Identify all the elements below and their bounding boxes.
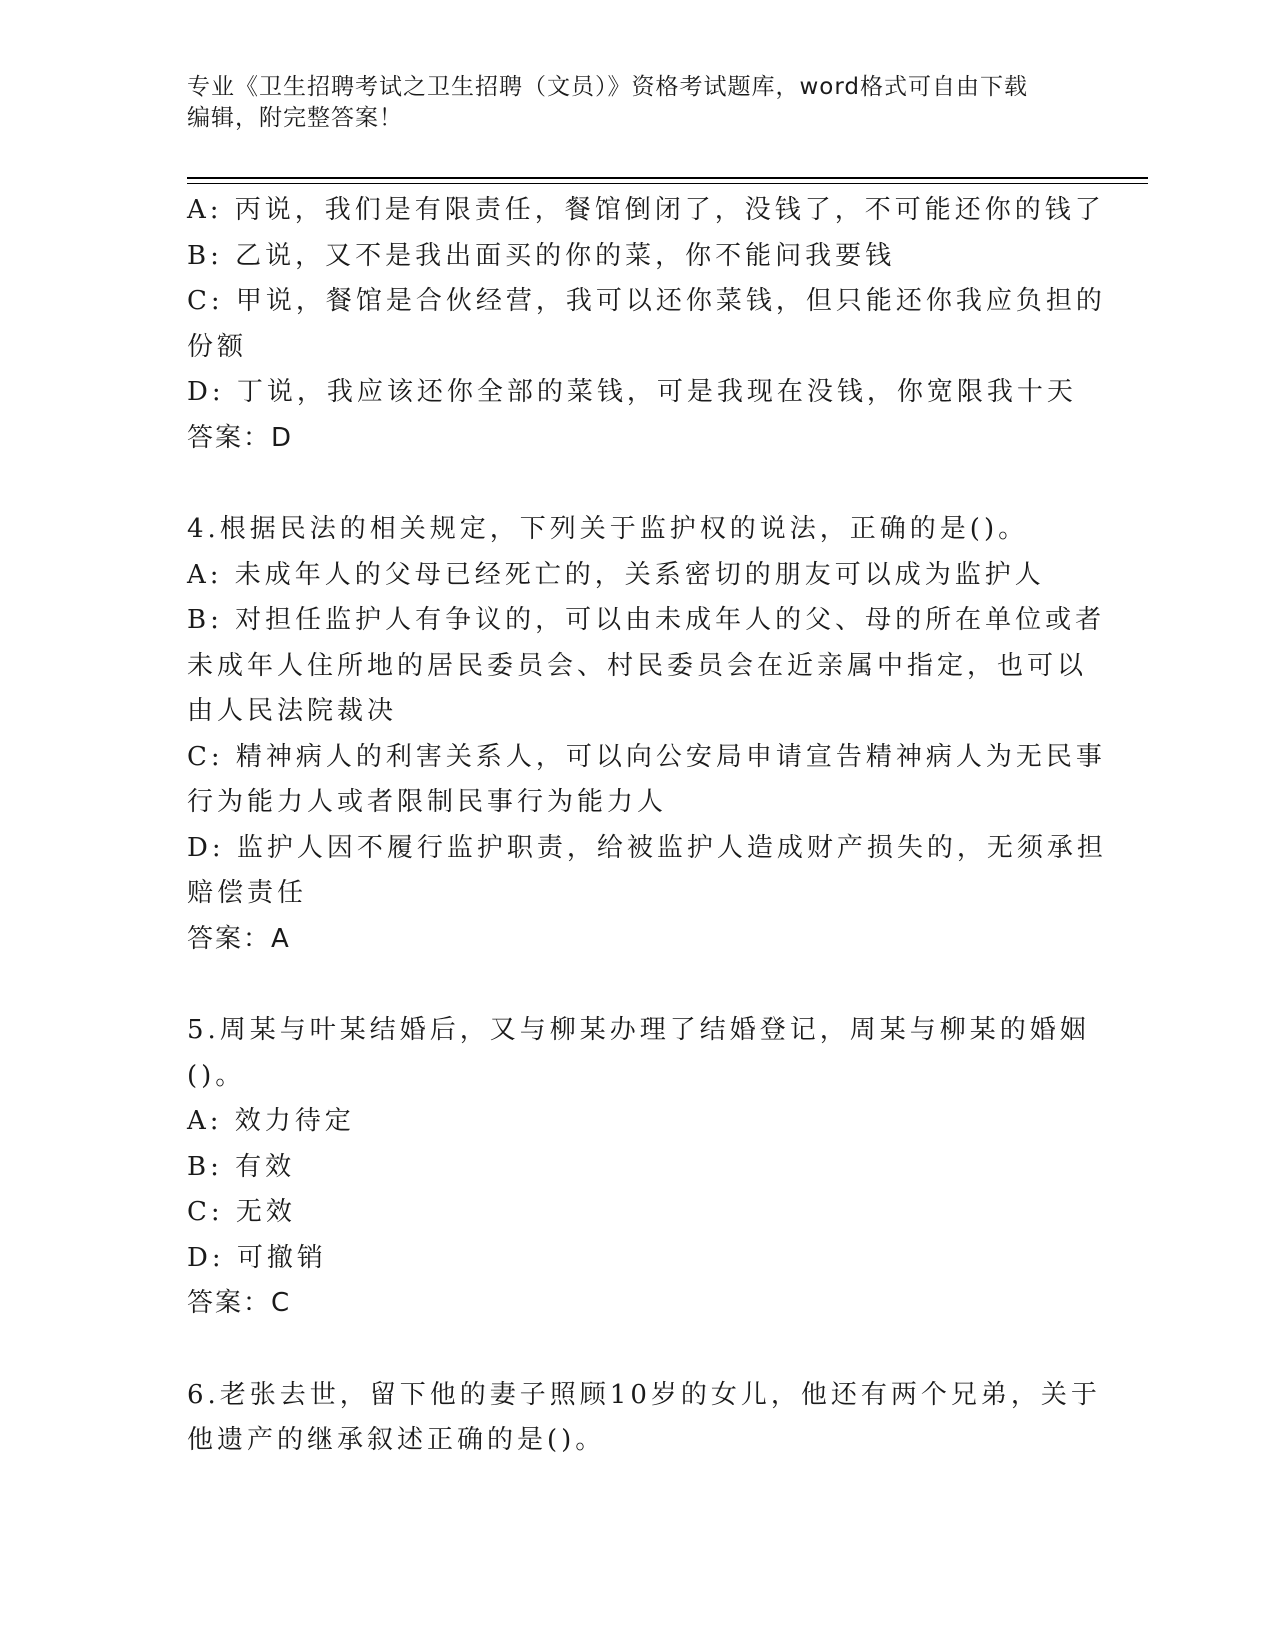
option-c: C: 精神病人的利害关系人，可以向公安局申请宣告精神病人为无民事 [187, 741, 1106, 772]
header-divider-thin [187, 183, 1148, 184]
spacer [187, 461, 1087, 507]
option-c: C: 无效 [187, 1197, 296, 1227]
option-d: D: 丁说，我应该还你全部的菜钱，可是我现在没钱，你宽限我十天 [187, 377, 1077, 407]
spacer [187, 1327, 1087, 1373]
answer: 答案：C [187, 1288, 292, 1318]
question-content [187, 188, 1107, 1464]
option-d: D: 监护人因不履行监护职责，给被监护人造成财产损失的，无须承担 [187, 832, 1107, 863]
option-a: A: 丙说，我们是有限责任，餐馆倒闭了，没钱了，不可能还你的钱了 [187, 195, 1105, 225]
answer: 答案：A [187, 923, 291, 954]
question-stem-continued: ()。 [187, 1060, 246, 1091]
option-b: B: 有效 [187, 1151, 296, 1182]
header-line-2: 编辑，附完整答案！ [187, 105, 403, 131]
header-line-1: 专业《卫生招聘考试之卫生招聘（文员）》资格考试题库，word格式可自由下载 [187, 74, 1029, 100]
spacer [187, 962, 1087, 1008]
option-b: B: 乙说，又不是我出面买的你的菜，你不能问我要钱 [187, 240, 896, 271]
question-5 [187, 1008, 1090, 1327]
header-divider-thick [187, 177, 1148, 179]
option-b: B: 对担任监护人有争议的，可以由未成年人的父、母的所在单位或者 [187, 605, 1106, 635]
question-stem: 4.根据民法的相关规定，下列关于监护权的说法，正确的是()。 [187, 514, 1029, 544]
option-b-continued: 未成年人住所地的居民委员会、村民委员会在近亲属中指定，也可以 [187, 650, 1088, 681]
question-6 [187, 1373, 1101, 1464]
answer: 答案：D [187, 422, 294, 453]
option-c: C: 甲说，餐馆是合伙经营，我可以还你菜钱，但只能还你我应负担的 [187, 286, 1106, 316]
option-d: D: 可撤销 [187, 1242, 327, 1273]
option-a: A: 未成年人的父母已经死亡的，关系密切的朋友可以成为监护人 [187, 559, 1045, 590]
option-d-continued: 赔偿责任 [187, 878, 308, 908]
question-stem: 6.老张去世，留下他的妻子照顾10岁的女儿，他还有两个兄弟，关于 [187, 1379, 1101, 1410]
question-stem: 5.周某与叶某结婚后，又与柳某办理了结婚登记，周某与柳某的婚姻 [187, 1015, 1090, 1045]
question-stem-continued: 他遗产的继承叙述正确的是()。 [187, 1425, 606, 1455]
document-header [187, 72, 1087, 134]
question-4 [187, 507, 1107, 962]
option-a: A: 效力待定 [187, 1106, 355, 1136]
option-b-continued: 由人民法院裁决 [187, 696, 398, 726]
option-c-continued: 行为能力人或者限制民事行为能力人 [187, 787, 668, 817]
question-3 [187, 188, 1106, 461]
option-c-continued: 份额 [187, 331, 248, 362]
